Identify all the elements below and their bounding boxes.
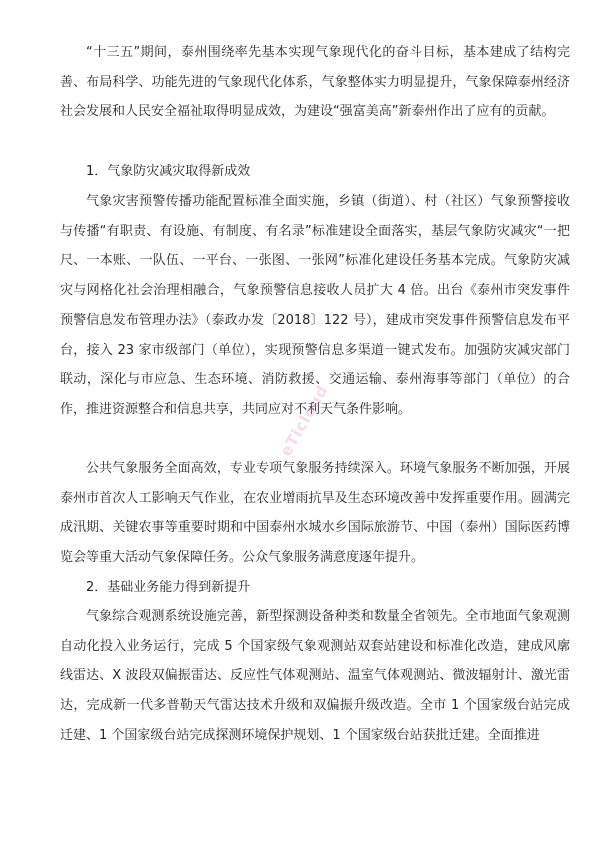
watermark-logo: eTicloud — [276, 381, 332, 460]
intro-paragraph: “十三五”期间，泰州围绕率先基本实现气象现代化的奋斗目标，基本建成了结构完善、布局科学、功能先进的气象现代化体系，气象整体实力明显提升，气象保障泰州经济社会发展和人民安全福祉取得明显成效，为建设“强富美高”新泰州作出了应有的贡献。 — [60, 45, 570, 120]
observation-system-paragraph: 气象综合观测系统设施完善，新型探测设备种类和数量全省领先。全市地面气象观测自动化投入业务运行，完成 5 个国家级气象观测站双套站建设和标准化改造，建成风廓线雷达、X 波段双偏振雷达、反应性气体观测站、温室气体观测站、微波辐射计、激光雷达，完成新一代多普勒天气雷达技术升级和双偏振升级改造。全市 1 个国家级台站完成迁建、1 个国家级台站完成探测环境保护规划、1 个国家级台站获批迁建。全面推进 — [60, 609, 570, 743]
public-service-paragraph: 公共气象服务全面高效，专业专项气象服务持续深入。环境气象服务不断加强，开展泰州市首次人工影响天气作业，在农业增雨抗旱及生态环境改善中发挥重要作用。圆满完成汛期、关键农事等重要时期和中国泰州水城水乡国际旅游节、中国（泰州）国际医药博览会等重大活动气象保障任务。公众气象服务满意度逐年提升。 — [60, 461, 570, 566]
section-heading-2: 2．基础业务能力得到新提升 — [86, 580, 251, 595]
section-heading-1: 1．气象防灾减灾取得新成效 — [86, 164, 251, 179]
disaster-prevention-paragraph: 气象灾害预警传播功能配置标准全面实施，乡镇（街道）、村（社区）气象预警接收与传播“有职责、有设施、有制度、有名录”标准建设全面落实，基层气象防灾减灾“一把尺、一本账、一队伍、一平台、一张图、一张网”标准化建设任务基本完成。气象防灾减灾与网格化社会治理相融合，气象预警信息接收人员扩大 4 倍。出台《泰州市突发事件预警信息发布管理办法》（泰政办发〔2018〕122 号），建成市突发事件预警信息发布平台，接入 23 家市级部门（单位），实现预警信息多渠道一键式发布。加强防灾减灾部门联动，深化与市应急、生态环境、消防救援、交通运输、泰州海事等部门（单位）的合作，推进资源整合和信息共享，共同应对不利天气条件影响。 — [60, 194, 570, 417]
